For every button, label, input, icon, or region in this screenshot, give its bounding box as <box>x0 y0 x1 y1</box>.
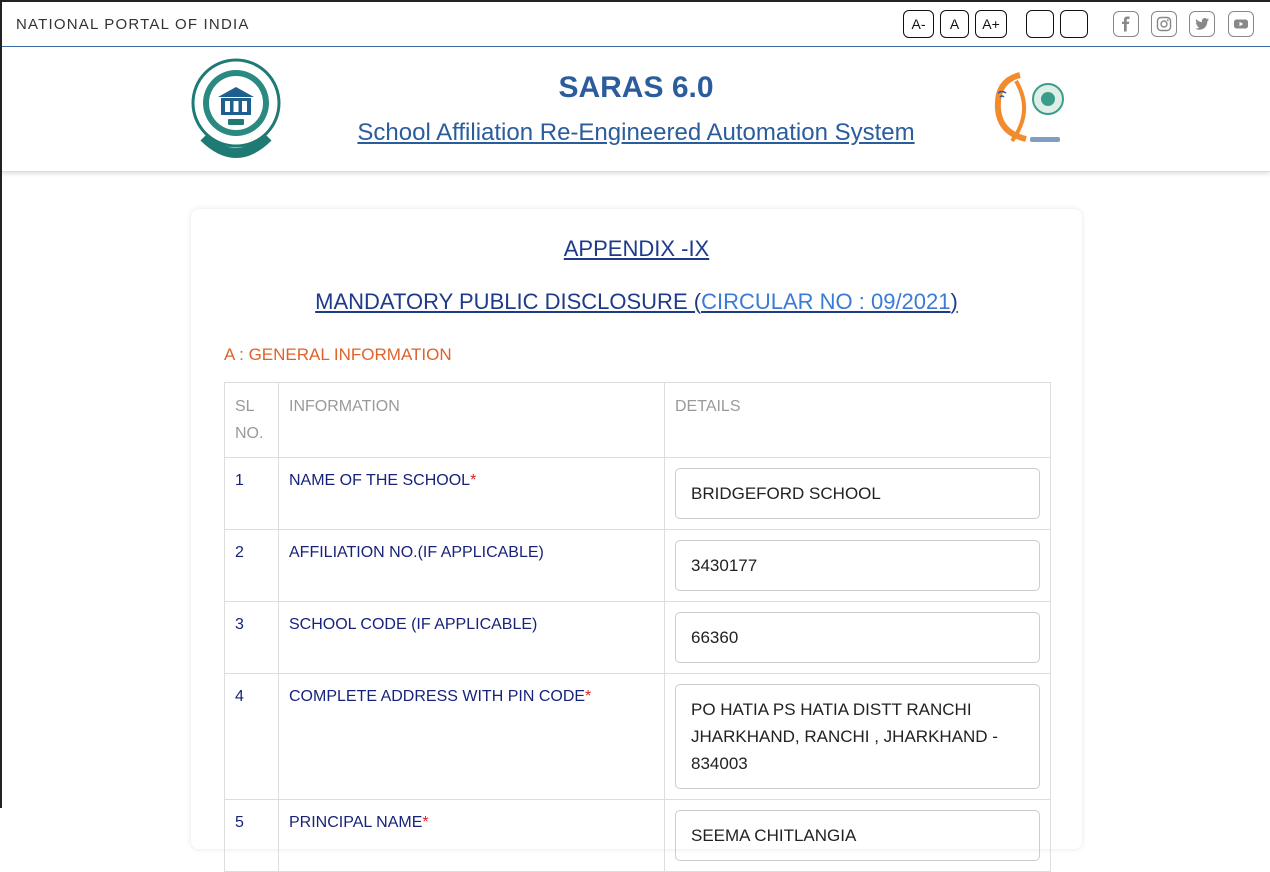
theme-light-button[interactable] <box>1026 10 1054 38</box>
disclosure-title: MANDATORY PUBLIC DISCLOSURE ( <box>315 289 702 314</box>
top-bar <box>2 2 1270 47</box>
national-portal-link[interactable]: NATIONAL PORTAL OF INDIA <box>16 16 250 33</box>
row-info-label: COMPLETE ADDRESS WITH PIN CODE <box>289 688 586 705</box>
disclosure-heading <box>191 289 1082 315</box>
table-row <box>225 602 1051 674</box>
row-info <box>279 800 665 872</box>
circular-link[interactable]: CIRCULAR NO : 09/2021 <box>701 289 951 314</box>
general-info-table <box>224 382 1051 872</box>
disclosure-card <box>191 209 1082 849</box>
affiliation-no-field[interactable]: 3430177 <box>675 540 1040 591</box>
row-info-label: SCHOOL CODE (IF APPLICABLE) <box>289 616 538 633</box>
table-row <box>225 674 1051 800</box>
row-info-label: NAME OF THE SCHOOL <box>289 472 471 489</box>
font-decrease-button[interactable]: A- <box>903 10 934 38</box>
site-header <box>2 47 1270 172</box>
appendix-heading: APPENDIX -IX <box>563 236 710 261</box>
table-header-row <box>225 383 1051 458</box>
row-info <box>279 458 665 530</box>
font-normal-button[interactable]: A <box>940 10 969 38</box>
row-sl: 3 <box>225 602 279 674</box>
column-header-details: DETAILS <box>665 383 1051 458</box>
row-details <box>665 458 1051 530</box>
school-name-field[interactable]: BRIDGEFORD SCHOOL <box>675 468 1040 519</box>
app-subtitle-link[interactable]: School Affiliation Re-Engineered Automation System <box>357 119 915 146</box>
font-increase-button[interactable]: A+ <box>975 10 1007 38</box>
facebook-icon[interactable] <box>1113 11 1139 37</box>
digital-cbse-logo <box>990 71 1070 151</box>
required-marker: * <box>470 472 477 489</box>
required-marker: * <box>585 688 592 705</box>
row-sl: 4 <box>225 674 279 800</box>
row-sl: 2 <box>225 530 279 602</box>
principal-name-field[interactable]: SEEMA CHITLANGIA <box>675 810 1040 861</box>
youtube-icon[interactable] <box>1228 11 1254 37</box>
row-info-label: AFFILIATION NO.(IF APPLICABLE) <box>289 544 544 561</box>
app-title: SARAS 6.0 <box>558 71 714 104</box>
row-details <box>665 602 1051 674</box>
column-header-info: INFORMATION <box>279 383 665 458</box>
row-details <box>665 800 1051 872</box>
required-marker: * <box>422 814 429 831</box>
table-row <box>225 458 1051 530</box>
table-row <box>225 800 1051 872</box>
column-header-sl: SL NO. <box>225 383 279 458</box>
row-details <box>665 530 1051 602</box>
row-sl: 1 <box>225 458 279 530</box>
address-field[interactable]: PO HATIA PS HATIA DISTT RANCHI JHARKHAND, RANCHI , JHARKHAND - 834003 <box>675 684 1040 789</box>
instagram-icon[interactable] <box>1151 11 1177 37</box>
table-row <box>225 530 1051 602</box>
row-info <box>279 602 665 674</box>
theme-dark-button[interactable] <box>1060 10 1088 38</box>
disclosure-close: ) <box>950 289 958 314</box>
school-code-field[interactable]: 66360 <box>675 612 1040 663</box>
row-info <box>279 674 665 800</box>
row-info <box>279 530 665 602</box>
twitter-icon[interactable] <box>1189 11 1215 37</box>
row-info-label: PRINCIPAL NAME <box>289 814 423 831</box>
row-sl: 5 <box>225 800 279 872</box>
section-title: A : GENERAL INFORMATION <box>224 345 452 364</box>
row-details <box>665 674 1051 800</box>
